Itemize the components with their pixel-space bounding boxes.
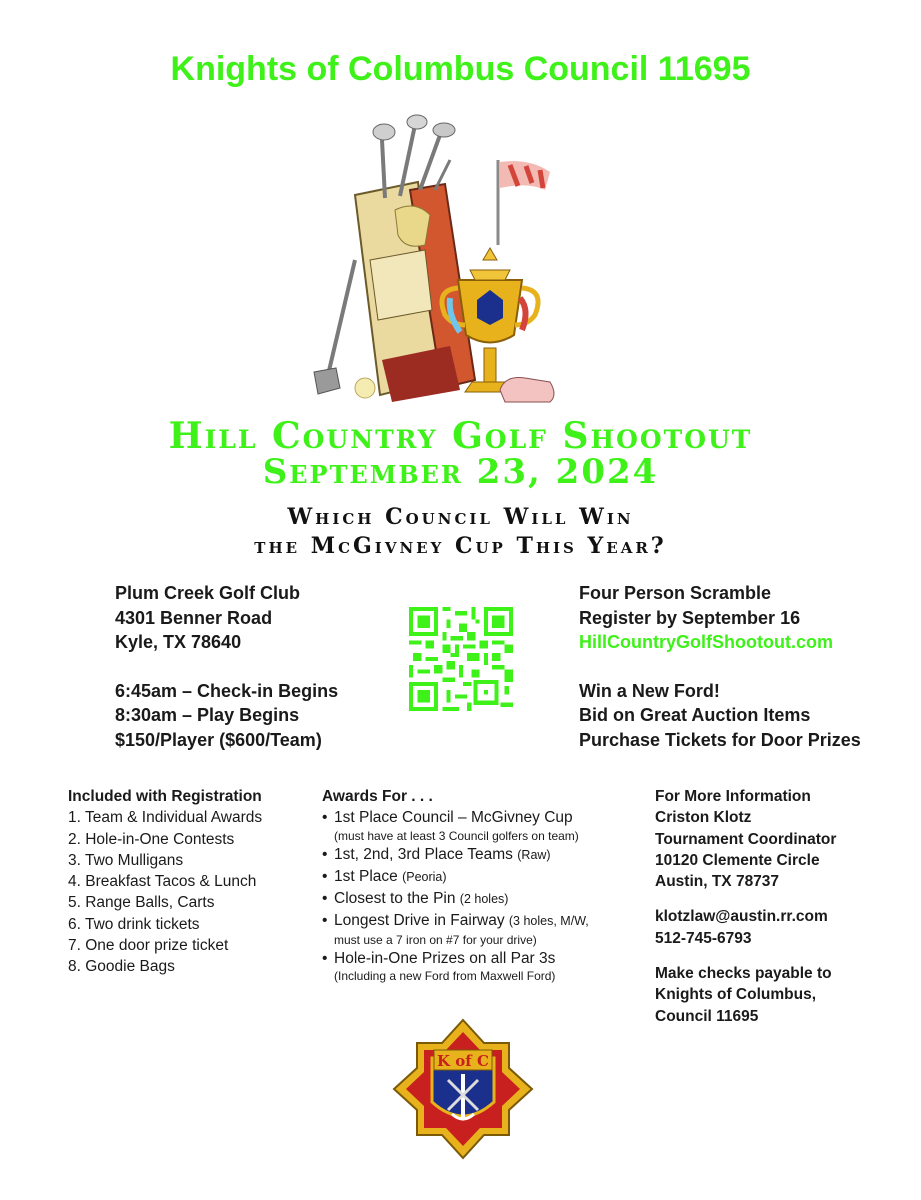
list-item: 8. Goodie Bags (68, 958, 175, 976)
included-list (68, 786, 262, 978)
contact-block (655, 786, 836, 1027)
ford-prize: Win a New Ford! (579, 680, 720, 701)
door-prize-tickets: Purchase Tickets for Door Prizes (579, 729, 861, 750)
award-item (322, 948, 589, 984)
org-title: Knights of Columbus Council 11695 (170, 50, 751, 88)
award-item (322, 866, 589, 888)
awards-heading: Awards For . . . (322, 788, 433, 805)
contact-city: Austin, TX 78737 (655, 873, 780, 891)
event-date: September 23, 2024 (262, 452, 659, 492)
venue-city: Kyle, TX 78640 (115, 632, 242, 652)
contact-heading: For More Information (655, 788, 811, 805)
list-item: 5. Range Balls, Carts (68, 894, 215, 912)
award-note: (2 holes) (459, 892, 509, 907)
checks-line-2: Knights of Columbus, (655, 986, 817, 1004)
award-item (322, 888, 589, 910)
award-note: must use a 7 iron on #7 for your drive) (334, 932, 537, 947)
award-note: (Raw) (517, 847, 551, 862)
award-label: Longest Drive in Fairway (334, 912, 505, 930)
emblem-letters: K of C (437, 1052, 489, 1070)
contact-name: Criston Klotz (655, 809, 752, 827)
award-label: 1st, 2nd, 3rd Place Teams (334, 845, 513, 863)
contact-role: Tournament Coordinator (655, 830, 837, 848)
award-label: Closest to the Pin (334, 890, 456, 908)
kofc-emblem-icon (392, 1018, 534, 1160)
format-block (579, 581, 861, 752)
list-item: 2. Hole-in-One Contests (68, 830, 235, 848)
award-item (322, 844, 589, 866)
tagline (0, 503, 921, 561)
award-item (322, 807, 589, 843)
register-deadline: Register by September 16 (579, 607, 801, 628)
venue-name: Plum Creek Golf Club (115, 583, 301, 603)
award-note: (Peoria) (402, 869, 447, 884)
venue-street: 4301 Benner Road (115, 607, 273, 628)
award-note: (3 holes, M/W, (508, 914, 589, 929)
award-label: Hole-in-One Prizes on all Par 3s (334, 949, 556, 967)
play-time: 8:30am – Play Begins (115, 705, 300, 725)
awards-list (322, 786, 589, 984)
award-note: (must have at least 3 Council golfers on team) (334, 828, 579, 843)
format-type: Four Person Scramble (579, 583, 772, 603)
price: $150/Player ($600/Team) (115, 729, 322, 750)
contact-phone[interactable]: 512-745-6793 (655, 929, 752, 947)
contact-email[interactable]: klotzlaw@austin.rr.com (655, 908, 828, 926)
award-label: 1st Place Council – McGivney Cup (334, 809, 573, 827)
award-note: (Including a new Ford from Maxwell Ford) (334, 969, 556, 984)
golf-bag-trophy-illustration (300, 110, 560, 415)
checkin-time: 6:45am – Check-in Begins (115, 680, 339, 701)
list-item: 3. Two Mulligans (68, 851, 184, 869)
venue-schedule-block (115, 581, 338, 752)
award-label: 1st Place (334, 867, 398, 885)
list-item: 6. Two drink tickets (68, 915, 200, 933)
list-item: 4. Breakfast Tacos & Lunch (68, 873, 257, 891)
checks-line-3: Council 11695 (655, 1007, 759, 1025)
auction-items: Bid on Great Auction Items (579, 705, 811, 725)
event-title: Hill Country Golf Shootout (168, 415, 753, 457)
tagline-line-1: Which Council Will Win (287, 504, 634, 530)
checks-line-1: Make checks payable to (655, 965, 832, 983)
list-item: 1. Team & Individual Awards (68, 809, 263, 827)
list-item: 7. One door prize ticket (68, 937, 229, 955)
award-item (322, 910, 589, 947)
website-link[interactable]: HillCountryGolfShootout.com (579, 632, 833, 652)
contact-street: 10120 Clemente Circle (655, 851, 820, 869)
qr-code[interactable] (409, 607, 513, 711)
tagline-line-2: the McGivney Cup This Year? (254, 533, 667, 559)
included-heading: Included with Registration (68, 788, 262, 805)
